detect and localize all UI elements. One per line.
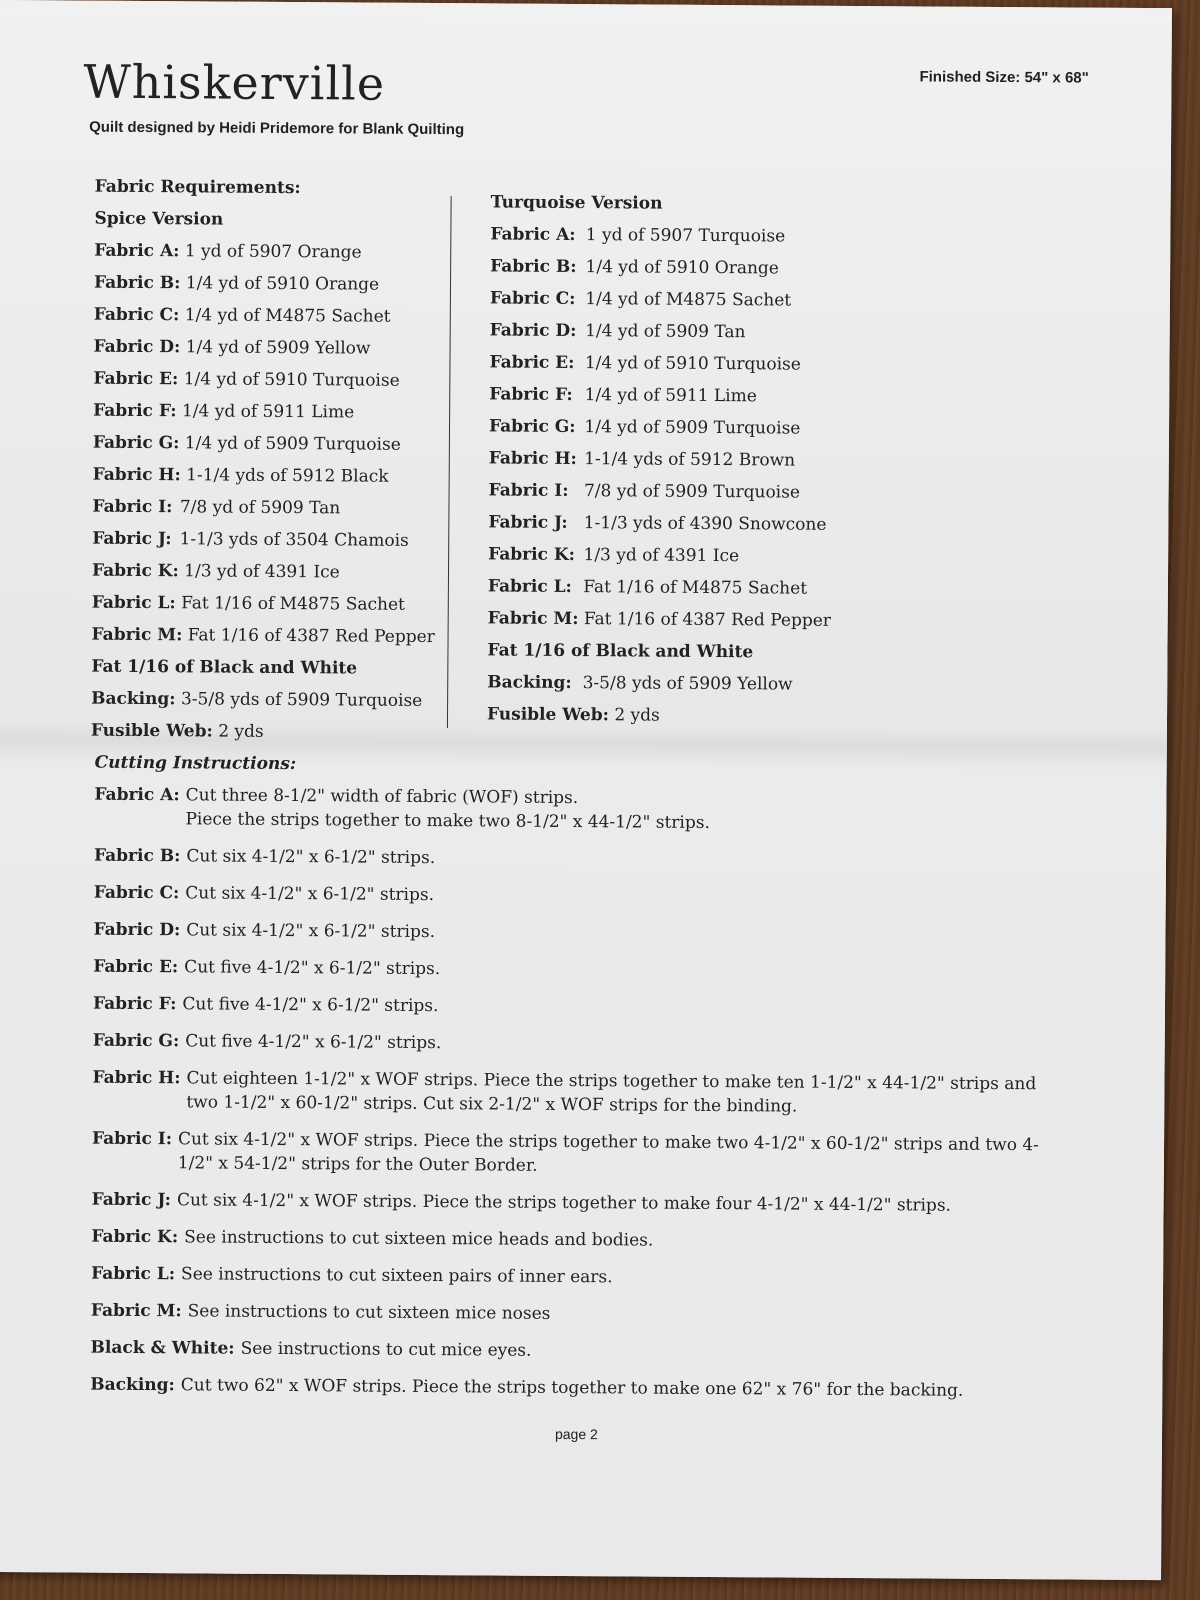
fabric-amount: 1/4 yd of 5910 Turquoise [183,369,400,391]
cutting-text [185,1029,1055,1059]
fabric-label: Fabric E: [489,352,575,374]
cutting-fabric-label: Fabric H: [92,1067,181,1089]
fabric-label: Fabric B: [93,272,181,294]
spice-backing-row [91,683,434,717]
fabric-requirement-row [488,474,831,508]
fabric-label: Fabric B: [490,256,577,278]
fabric-requirement-row [93,427,436,461]
fabric-label: Fabric H: [92,464,181,486]
cutting-text [186,918,1056,948]
cutting-instruction-row [91,1299,1111,1330]
cutting-text-line: Cut two 62" x WOF strips. Piece the strips together to make one 62" x 76" for the backing. [180,1375,964,1401]
cutting-text [177,1188,1047,1218]
fabric-amount: 1-1/4 yds of 5912 Black [186,465,389,487]
fabric-amount: Fat 1/16 of M4875 Sachet [583,577,808,599]
cutting-instruction-row [94,881,1114,912]
cutting-fabric-label: Black & White: [90,1337,235,1359]
fabric-requirement-row [488,538,831,572]
fabric-label: Fabric D: [489,320,577,342]
cutting-heading: Cutting Instructions: [94,752,297,775]
cutting-instruction-row [94,844,1114,875]
fabric-amount: Fat 1/16 of 4387 Red Pepper [187,625,435,648]
cutting-text [188,1299,1058,1329]
fabric-requirement-row [488,602,831,636]
cutting-text-line: Cut three 8-1/2" width of fabric (WOF) strips. [185,785,579,809]
cutting-instruction-row [93,955,1113,986]
page-number: page 2 [554,1425,598,1443]
fabric-label: Fabric H: [488,448,577,470]
cutting-text [186,844,1056,874]
cutting-fabric-label: Fabric K: [91,1226,179,1248]
spice-extra-fabric: Fat 1/16 of Black and White [91,656,358,679]
fabric-amount: 1/4 yd of 5910 Orange [585,257,779,279]
fabric-amount: 1/4 yd of 5910 Orange [185,273,380,295]
cutting-text-line: Cut eighteen 1-1/2" x WOF strips. Piece the strips together to make ten 1-1/2" x 44-1/2" strips and two 1-1/2" x 60-1/2" strips. Cut six 2-1/2" x WOF strips for the binding. [186,1068,1037,1117]
turquoise-fabric-list [488,218,834,636]
cutting-text [178,1127,1048,1181]
fabric-label: Fabric A: [94,240,180,262]
cutting-fabric-label: Fabric I: [91,1128,173,1150]
fabric-amount: 7/8 yd of 5909 Tan [179,497,341,519]
cutting-text [184,1225,1054,1255]
fabric-amount: 1-1/3 yds of 4390 Snowcone [583,513,827,535]
cutting-fabric-label: Fabric J: [91,1189,172,1211]
cutting-text-line: See instructions to cut mice eyes. [240,1338,532,1361]
cutting-text [241,1337,1111,1367]
spice-version-heading: Spice Version [94,208,224,230]
cutting-text-line: Cut six 4-1/2" x WOF strips. Piece the strips together to make four 4-1/2" x 44-1/2" strips. [176,1190,952,1216]
fabric-amount: 1/4 yd of 5909 Turquoise [584,417,801,439]
cutting-fabric-label: Fabric C: [93,882,180,904]
fabric-amount: 1 yd of 5907 Turquoise [585,225,786,247]
cutting-text-line: Cut six 4-1/2" x WOF strips. Piece the strips together to make two 4-1/2" x 60-1/2" strips and two 4-1/2" x 54-1/2" strips for the Outer Border. [177,1129,1040,1176]
turquoise-version-heading: Turquoise Version [490,192,663,214]
cutting-text [184,955,1054,985]
fabric-amount: 1/4 yd of M4875 Sachet [585,289,792,311]
spice-fabric-list [91,235,437,653]
fabric-requirement-row [94,267,437,301]
page-title: Whiskerville [83,54,386,111]
backing-label: Backing: [91,688,176,710]
fabric-requirement-row [93,459,436,493]
cutting-instruction-row [92,1188,1112,1219]
cutting-fabric-label: Fabric B: [93,845,181,867]
fabric-amount: 1 yd of 5907 Orange [184,241,362,263]
backing-value: 3-5/8 yds of 5909 Turquoise [180,689,423,711]
fabric-requirement-row [489,346,832,380]
fabric-amount: 1-1/3 yds of 3504 Chamois [179,529,409,551]
turquoise-backing-row [487,666,830,700]
cutting-fabric-label: Fabric F: [92,993,177,1015]
cutting-text [185,881,1055,911]
fabric-label: Fabric E: [93,368,179,390]
fabric-amount: 1/4 yd of 5909 Turquoise [184,433,401,455]
fabric-requirement-row [92,491,435,525]
fabric-requirement-row [488,506,831,540]
cutting-text-line: Cut five 4-1/2" x 6-1/2" strips. [184,957,441,980]
fabric-label: Fabric M: [91,624,183,646]
fabric-label: Fabric G: [92,432,180,454]
spice-fusible-row [91,715,434,749]
cutting-fabric-label: Fabric A: [94,784,180,806]
fabric-requirement-row [93,331,436,365]
cutting-text-line: Cut five 4-1/2" x 6-1/2" strips. [185,1031,442,1054]
cutting-instruction-row [93,1029,1113,1060]
cutting-fabric-label: Backing: [90,1374,175,1396]
cutting-instruction-row [91,1225,1111,1256]
fabric-label: Fabric G: [488,416,576,438]
cutting-fabric-label: Fabric L: [91,1263,176,1285]
cutting-instruction-row [93,992,1113,1023]
fabric-amount: 1/3 yd of 4391 Ice [184,561,340,583]
fabric-label: Fabric K: [488,544,575,566]
cutting-text-line: See instructions to cut sixteen mice noses [187,1301,551,1324]
fabric-label: Fabric F: [93,400,177,422]
cutting-text [186,1066,1056,1120]
fabric-requirement-row [490,282,833,316]
spice-version-column [91,171,438,749]
fusible-label: Fusible Web: [486,704,610,726]
cutting-instruction-row [91,1262,1111,1293]
cutting-fabric-label: Fabric E: [93,956,179,978]
fabric-requirement-row [489,378,832,412]
fabric-amount: 1/4 yd of M4875 Sachet [184,305,391,327]
cutting-text [181,1262,1051,1292]
fabric-label: Fabric J: [488,512,568,533]
fabric-amount: 1/4 yd of 5911 Lime [584,385,757,407]
cutting-text-line: Cut six 4-1/2" x 6-1/2" strips. [186,846,436,869]
cutting-text [182,992,1052,1022]
fabric-requirement-row [93,395,436,429]
turquoise-extra-fabric: Fat 1/16 of Black and White [487,640,754,663]
cutting-text [181,1373,1051,1403]
cutting-instruction-row [90,1373,1110,1404]
fabric-requirement-row [488,570,831,604]
fabric-label: Fabric L: [91,592,176,614]
fabric-label: Fabric I: [488,480,569,501]
backing-label: Backing: [487,672,572,694]
fabric-requirement-row [92,523,435,557]
fabric-label: Fabric K: [91,560,179,582]
cutting-list [90,783,1114,1404]
backing-value: 3-5/8 yds of 5909 Yellow [582,673,793,695]
fabric-requirement-row [93,363,436,397]
fusible-label: Fusible Web: [90,720,213,742]
fabric-amount: 1/4 yd of 5911 Lime [181,401,355,423]
cutting-fabric-label: Fabric M: [90,1300,182,1322]
fabric-label: Fabric J: [92,528,172,550]
cutting-text-line: Cut five 4-1/2" x 6-1/2" strips. [182,994,439,1017]
fabric-amount: 1/4 yd of 5909 Tan [585,321,746,343]
cutting-text-line: Cut six 4-1/2" x 6-1/2" strips. [185,883,435,906]
fabric-requirement-row [490,250,833,284]
fabric-requirement-row [490,314,833,348]
column-divider [447,196,452,728]
fabric-requirement-row [94,299,437,333]
cutting-text-line: See instructions to cut sixteen pairs of inner ears. [181,1264,613,1288]
fabric-amount: 1/4 yd of 5909 Yellow [185,337,371,359]
cutting-text-line: Cut six 4-1/2" x 6-1/2" strips. [186,920,436,943]
fabric-amount: 1/3 yd of 4391 Ice [583,545,740,567]
cutting-instructions [90,753,1115,1417]
cutting-instruction-row [92,1127,1112,1182]
fabric-requirement-row [92,555,435,589]
fabric-amount: 1-1/4 yds of 5912 Brown [584,449,796,471]
cutting-instruction-row [94,783,1114,838]
fabric-label: Fabric C: [93,304,180,326]
fabric-requirement-row [490,218,833,252]
fabric-label: Fabric I: [92,496,173,518]
fabric-label: Fabric C: [489,288,576,310]
turquoise-version-column [487,186,834,732]
fabric-amount: Fat 1/16 of 4387 Red Pepper [583,609,832,631]
fabric-label: Fabric D: [93,336,181,358]
cutting-fabric-label: Fabric D: [93,919,181,941]
cutting-text [185,783,1055,837]
fusible-value: 2 yds [614,705,660,726]
fabric-requirement-row [94,235,437,269]
fabric-label: Fabric M: [487,608,579,630]
fabric-label: Fabric L: [487,576,572,598]
fabric-requirement-row [91,619,434,653]
fabric-requirement-row [489,410,832,444]
cutting-fabric-label: Fabric G: [92,1030,180,1052]
fabric-requirement-row [92,587,435,621]
fabric-requirements-heading: Fabric Requirements: [94,176,301,199]
fabric-amount: Fat 1/16 of M4875 Sachet [181,593,405,615]
fabric-label: Fabric A: [490,224,576,246]
finished-size: Finished Size: 54" x 68" [919,68,1089,87]
cutting-text-line: Piece the strips together to make two 8-1/2" x 44-1/2" strips. [185,809,710,833]
fabric-label: Fabric F: [489,384,573,406]
turquoise-fusible-row [487,698,830,732]
fabric-requirement-row [489,442,832,476]
cutting-instruction-row [91,1336,1111,1367]
designer-credit: Quilt designed by Heidi Pridemore for Blank Quilting [89,118,465,139]
fabric-amount: 7/8 yd of 5909 Turquoise [583,481,801,503]
fusible-value: 2 yds [218,721,264,742]
cutting-instruction-row [93,918,1113,949]
cutting-text-line: See instructions to cut sixteen mice heads and bodies. [184,1227,654,1251]
cutting-instruction-row [92,1066,1112,1121]
fabric-amount: 1/4 yd of 5910 Turquoise [584,353,801,375]
